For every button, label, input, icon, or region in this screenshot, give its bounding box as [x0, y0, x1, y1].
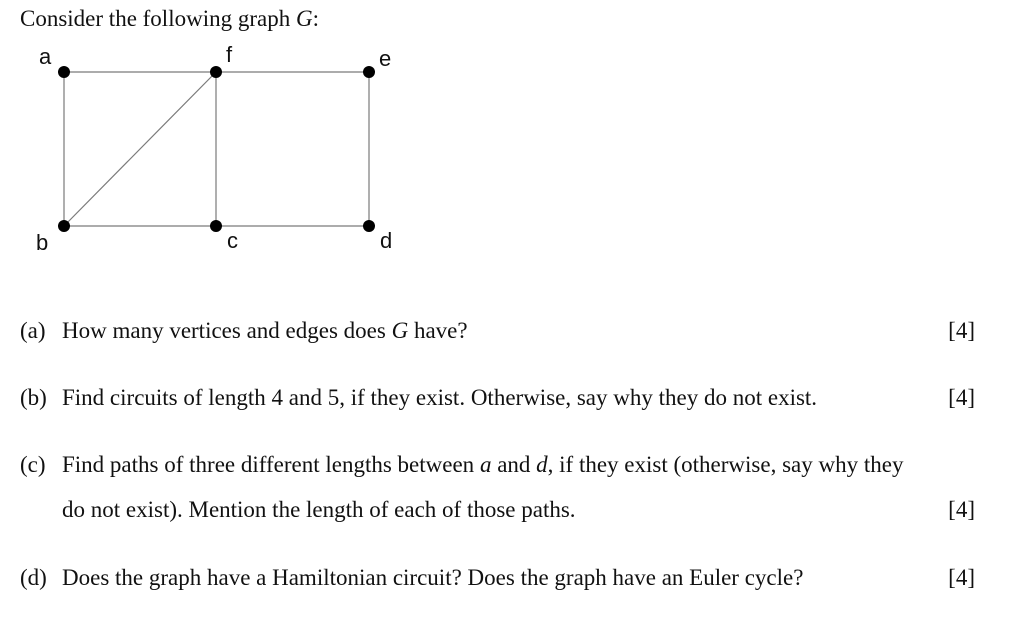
vertex-a — [58, 66, 70, 78]
vertex-d — [363, 220, 375, 232]
vertex-label-f: f — [226, 42, 233, 67]
question-c-pre: Find paths of three different lengths between — [62, 452, 480, 477]
question-d-tag: (d) — [20, 565, 47, 590]
question-c-mid: and — [491, 452, 537, 477]
vertex-f — [210, 66, 222, 78]
question-d-line — [20, 563, 975, 593]
vertex-c — [210, 220, 222, 232]
vertex-e — [363, 66, 375, 78]
question-a — [20, 316, 975, 346]
question-c-line-2 — [20, 495, 975, 525]
intro-lead: Consider the following graph — [20, 6, 296, 31]
edge-f-b — [64, 72, 216, 226]
question-a-post: have? — [408, 318, 468, 343]
question-c-text — [62, 450, 903, 480]
intro-suffix: : — [312, 6, 319, 31]
vertex-label-c: c — [227, 228, 238, 253]
question-c-post: , if they exist (otherwise, say why they — [547, 452, 904, 477]
question-a-pre: How many vertices and edges does — [62, 318, 392, 343]
vertex-label-b: b — [36, 230, 49, 255]
vertex-label-a: a — [39, 44, 52, 69]
question-b-line — [20, 383, 975, 413]
question-c-line-1 — [20, 450, 975, 480]
intro-graph-symbol: G — [295, 6, 313, 31]
question-a-symbol: G — [391, 318, 409, 343]
vertex-label-e: e — [379, 46, 392, 71]
question-b-marks: [4] — [948, 385, 975, 410]
question-a-marks: [4] — [948, 318, 975, 343]
vertex-label-d: d — [380, 228, 393, 253]
graph-edges — [64, 72, 369, 226]
question-c-symbol-a: a — [479, 452, 492, 477]
question-a-tag: (a) — [20, 318, 46, 343]
graph-figure — [0, 0, 420, 270]
question-b-tag: (b) — [20, 385, 47, 410]
question-d-marks: [4] — [948, 565, 975, 590]
question-c-symbol-d: d — [536, 452, 548, 477]
vertex-b — [58, 220, 70, 232]
question-d — [20, 563, 975, 593]
question-b — [20, 383, 975, 413]
question-d-text: Does the graph have a Hamiltonian circuit? Does the graph have an Euler cycle? — [62, 565, 804, 590]
question-a-line — [20, 316, 975, 346]
question-c-marks: [4] — [948, 497, 975, 522]
question-b-text: Find circuits of length 4 and 5, if they exist. Otherwise, say why they do not exist. — [62, 385, 818, 410]
question-c — [20, 450, 975, 525]
question-c-continuation: do not exist). Mention the length of each of those paths. — [62, 497, 576, 522]
question-c-tag: (c) — [20, 452, 46, 477]
question-a-text — [62, 316, 468, 346]
